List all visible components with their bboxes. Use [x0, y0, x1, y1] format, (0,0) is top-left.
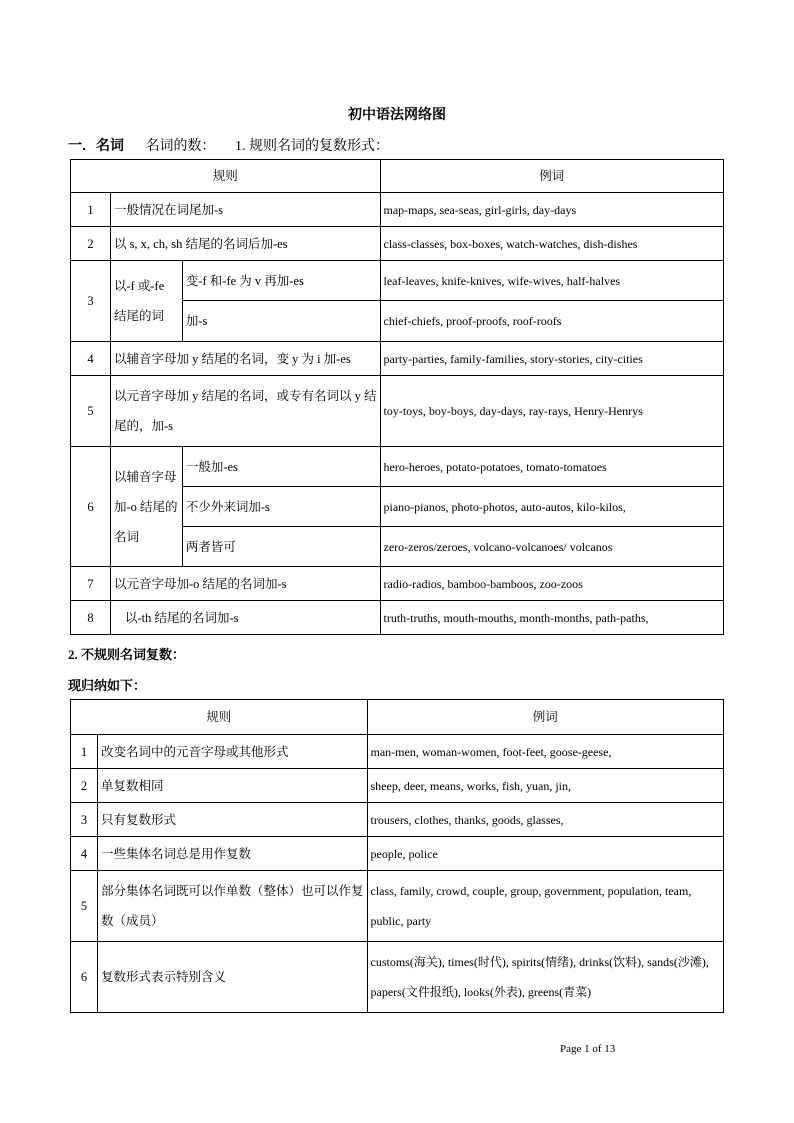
example-cell: chief-chiefs, proof-proofs, roof-roofs	[380, 301, 724, 342]
regular-plural-table	[70, 159, 724, 635]
group-cell: 以辅音字母加-o 结尾的名词	[110, 447, 182, 567]
row-number: 5	[71, 376, 111, 447]
section-subheading: 现归纳如下：	[68, 678, 147, 693]
row-number: 7	[71, 567, 111, 601]
section-point: 1. 规则名词的复数形式：	[235, 139, 389, 154]
section-heading-nouns	[68, 135, 389, 155]
rule-cell: 复数形式表示特别含义	[97, 942, 367, 1013]
section-heading-irregular: 2. 不规则名词复数：	[68, 647, 186, 662]
example-cell: toy-toys, boy-boys, day-days, ray-rays, Henry-Henrys	[380, 376, 724, 447]
rule-cell: 不少外来词加-s	[182, 487, 380, 527]
example-cell: leaf-leaves, knife-knives, wife-wives, half-halves	[380, 261, 724, 301]
rule-cell: 一些集体名词总是用作复数	[97, 837, 367, 871]
row-number: 6	[71, 447, 111, 567]
example-cell: trousers, clothes, thanks, goods, glasses,	[367, 803, 723, 837]
example-cell: man-men, woman-women, foot-feet, goose-geese,	[367, 735, 723, 769]
irregular-plural-table	[70, 699, 724, 1013]
example-cell: sheep, deer, means, works, fish, yuan, jin,	[367, 769, 723, 803]
rule-cell: 加-s	[182, 301, 380, 342]
example-cell: customs(海关), times(时代), spirits(情绪), drinks(饮料), sands(沙滩), papers(文件报纸), looks(外表), greens(青菜)	[367, 942, 723, 1013]
rule-cell: 一般情况在词尾加-s	[110, 193, 380, 227]
rule-cell: 以元音字母加 y 结尾的名词，或专有名词以 y 结尾的，加-s	[110, 376, 380, 447]
group-cell: 以-f 或-fe 结尾的词	[110, 261, 182, 342]
example-cell: truth-truths, mouth-mouths, month-months, path-paths,	[380, 601, 724, 635]
example-cell: hero-heroes, potato-potatoes, tomato-tomatoes	[380, 447, 724, 487]
row-number: 8	[71, 601, 111, 635]
row-number: 3	[71, 803, 98, 837]
header-example: 例词	[367, 700, 723, 735]
rule-cell: 以-th 结尾的名词加-s	[110, 601, 380, 635]
example-cell: class, family, crowd, couple, group, government, population, team, public, party	[367, 871, 723, 942]
row-number: 2	[71, 769, 98, 803]
header-rule: 规则	[71, 700, 368, 735]
rule-cell: 部分集体名词既可以作单数（整体）也可以作复数（成员）	[97, 871, 367, 942]
rule-cell: 变-f 和-fe 为 v 再加-es	[182, 261, 380, 301]
row-number: 6	[71, 942, 98, 1013]
row-number: 4	[71, 837, 98, 871]
row-number: 4	[71, 342, 111, 376]
rule-cell: 以元音字母加-o 结尾的名词加-s	[110, 567, 380, 601]
example-cell: map-maps, sea-seas, girl-girls, day-days	[380, 193, 724, 227]
example-cell: radio-radios, bamboo-bamboos, zoo-zoos	[380, 567, 724, 601]
section-subtitle: 名词的数：	[145, 139, 216, 154]
rule-cell: 以 s, x, ch, sh 结尾的名词后加-es	[110, 227, 380, 261]
page-footer: Page 1 of 13	[560, 1043, 616, 1055]
row-number: 3	[71, 261, 111, 342]
row-number: 1	[71, 735, 98, 769]
row-number: 5	[71, 871, 98, 942]
example-cell: class-classes, box-boxes, watch-watches, dish-dishes	[380, 227, 724, 261]
example-cell: piano-pianos, photo-photos, auto-autos, kilo-kilos,	[380, 487, 724, 527]
row-number: 2	[71, 227, 111, 261]
rule-cell: 改变名词中的元音字母或其他形式	[97, 735, 367, 769]
page-title: 初中语法网络图	[348, 108, 446, 123]
example-cell: people, police	[367, 837, 723, 871]
example-cell: party-parties, family-families, story-stories, city-cities	[380, 342, 724, 376]
rule-cell: 一般加-es	[182, 447, 380, 487]
row-number: 1	[71, 193, 111, 227]
header-rule: 规则	[71, 160, 381, 193]
rule-cell: 只有复数形式	[97, 803, 367, 837]
rule-cell: 两者皆可	[182, 527, 380, 567]
rule-cell: 单复数相同	[97, 769, 367, 803]
example-cell: zero-zeros/zeroes, volcano-volcanoes/ volcanos	[380, 527, 724, 567]
section-title: 一．名词	[68, 139, 124, 154]
header-example: 例词	[380, 160, 724, 193]
rule-cell: 以辅音字母加 y 结尾的名词，变 y 为 i 加-es	[110, 342, 380, 376]
